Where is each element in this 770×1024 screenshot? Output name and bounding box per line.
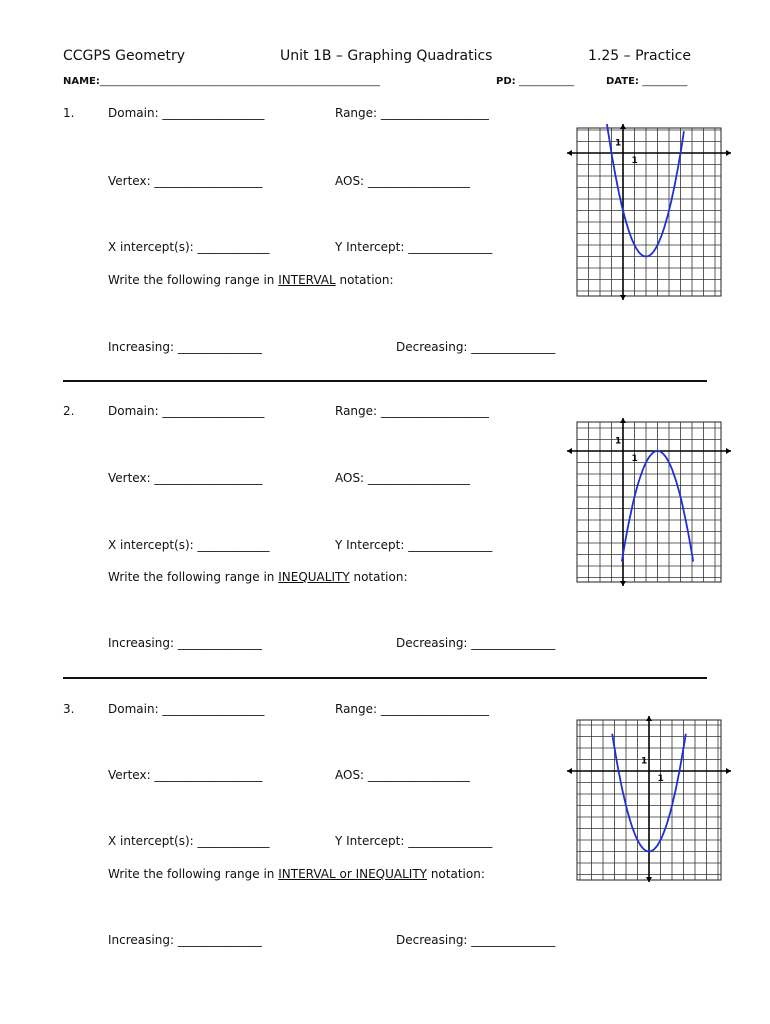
increasing-field[interactable]: Increasing: ______________ <box>108 933 262 947</box>
problem-number: 1. <box>63 106 75 120</box>
axes <box>567 418 731 586</box>
grid <box>577 422 721 582</box>
graph-3 <box>565 716 733 882</box>
tick-label-x: 1 <box>631 156 638 166</box>
tick-label-y: 1 <box>641 756 648 767</box>
y-intercept-field[interactable]: Y Intercept: ______________ <box>335 834 493 848</box>
range-field[interactable]: Range: __________________ <box>335 106 489 120</box>
domain-field[interactable]: Domain: _________________ <box>108 404 265 418</box>
tick-label-x: 1 <box>657 774 664 784</box>
vertex-field[interactable]: Vertex: __________________ <box>108 768 263 782</box>
section-divider <box>63 380 707 382</box>
decreasing-field[interactable]: Decreasing: ______________ <box>396 636 556 650</box>
instruction-text: Write the following range in <box>108 570 279 584</box>
unit-title: Unit 1B – Graphing Quadratics <box>280 48 493 64</box>
tick-label-x: 1 <box>631 454 638 464</box>
aos-field[interactable]: AOS: _________________ <box>335 471 470 485</box>
name-label: NAME: <box>63 76 100 87</box>
notation-type: INEQUALITY <box>278 570 350 584</box>
tick-label-y: 1 <box>615 436 622 447</box>
vertex-field[interactable]: Vertex: __________________ <box>108 471 263 485</box>
problem-number: 3. <box>63 702 75 716</box>
instruction-suffix: notation: <box>427 867 485 881</box>
aos-field[interactable]: AOS: _________________ <box>335 174 470 188</box>
notation-instruction <box>108 867 485 881</box>
name-blank: ________________________________________________________ <box>99 76 380 87</box>
instruction-suffix: notation: <box>335 273 394 287</box>
notation-instruction <box>108 570 408 584</box>
course-title: CCGPS Geometry <box>63 48 185 64</box>
problem-number: 2. <box>63 404 75 418</box>
lesson-title: 1.25 – Practice <box>588 48 691 64</box>
domain-field[interactable]: Domain: _________________ <box>108 106 265 120</box>
y-intercept-field[interactable]: Y Intercept: ______________ <box>335 240 493 254</box>
range-field[interactable]: Range: __________________ <box>335 702 489 716</box>
instruction-text: Write the following range in <box>108 867 279 881</box>
tick-label-y: 1 <box>615 138 622 149</box>
x-intercept-field[interactable]: X intercept(s): ____________ <box>108 834 270 848</box>
increasing-field[interactable]: Increasing: ______________ <box>108 340 262 354</box>
y-intercept-field[interactable]: Y Intercept: ______________ <box>335 538 493 552</box>
axes <box>567 124 731 300</box>
date-label: DATE: <box>606 76 639 87</box>
range-field[interactable]: Range: __________________ <box>335 404 489 418</box>
x-intercept-field[interactable]: X intercept(s): ____________ <box>108 240 270 254</box>
notation-type: INTERVAL or INEQUALITY <box>278 867 428 881</box>
instruction-text: Write the following range in <box>108 273 279 287</box>
domain-field[interactable]: Domain: _________________ <box>108 702 265 716</box>
section-divider <box>63 677 707 679</box>
graph-2 <box>565 418 733 586</box>
decreasing-field[interactable]: Decreasing: ______________ <box>396 340 556 354</box>
notation-type: INTERVAL <box>278 273 336 287</box>
vertex-field[interactable]: Vertex: __________________ <box>108 174 263 188</box>
pd-label: PD: <box>496 76 516 87</box>
decreasing-field[interactable]: Decreasing: ______________ <box>396 933 556 947</box>
increasing-field[interactable]: Increasing: ______________ <box>108 636 262 650</box>
date-blank: _________ <box>642 76 688 87</box>
aos-field[interactable]: AOS: _________________ <box>335 768 470 782</box>
date-field[interactable] <box>606 76 687 87</box>
instruction-suffix: notation: <box>349 570 408 584</box>
name-field[interactable] <box>63 76 380 87</box>
graph-1 <box>565 124 733 300</box>
pd-blank: ___________ <box>519 76 575 87</box>
pd-field[interactable] <box>496 76 574 87</box>
x-intercept-field[interactable]: X intercept(s): ____________ <box>108 538 270 552</box>
notation-instruction <box>108 273 394 287</box>
